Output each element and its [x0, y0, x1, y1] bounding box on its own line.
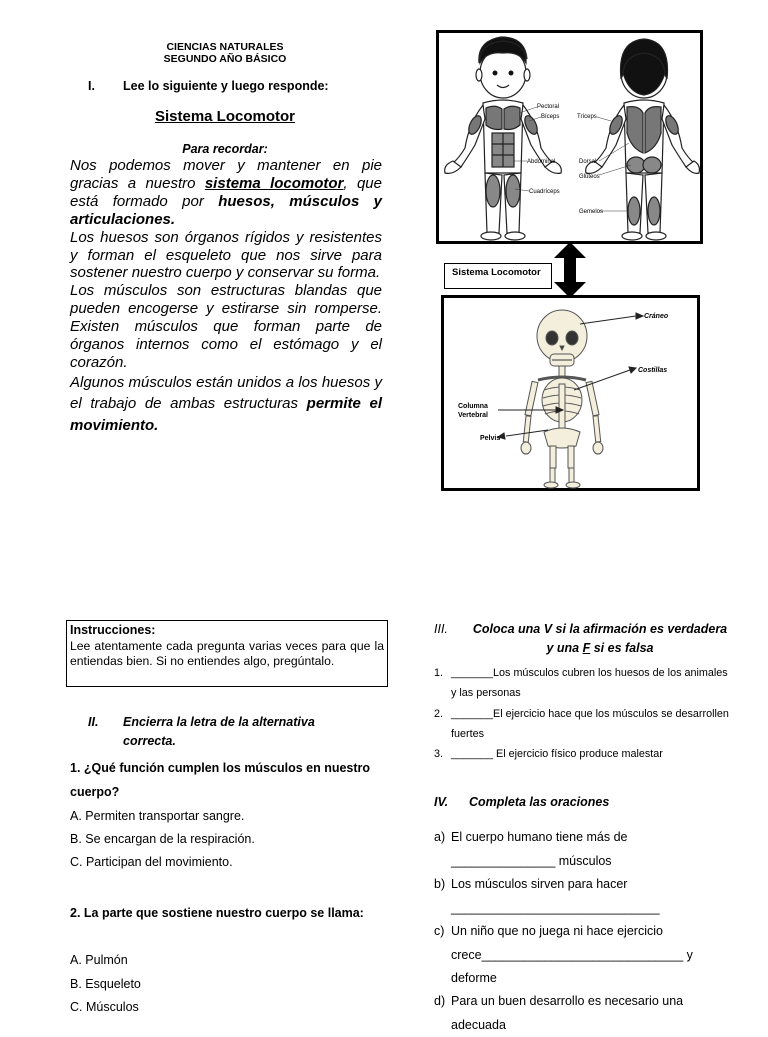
reading-paragraph-2: Los huesos son órganos rígidos y resistentes y forman el esqueleto que nos sirve para sostener nuestro cuerpo y conservar su forma.: [70, 228, 382, 282]
skeleton-body: [521, 310, 603, 488]
section-2-number: II.: [88, 715, 99, 729]
question-2-option-c[interactable]: C. Músculos: [70, 1000, 139, 1014]
label-abdominal: Abdominal: [527, 159, 556, 165]
section-2-heading: [88, 713, 358, 748]
label-columna: Columna: [458, 403, 488, 410]
section-2-instruction: Encierra la letra de la alternativa correcta.: [123, 715, 315, 748]
section-3-instruction: Coloca una V si la afirmación es verdadera y una F si es falsa: [472, 622, 728, 655]
section-1-number: I.: [88, 79, 95, 93]
label-dorsal: Dorsal: [579, 159, 597, 165]
reading-title: Sistema Locomotor: [154, 108, 296, 125]
reading-paragraph-4: Algunos músculos están unidos a los huesos y el trabajo de ambas estructuras permite el movimiento.: [70, 373, 382, 434]
question-2-option-a[interactable]: A. Pulmón: [70, 953, 128, 967]
question-2-option-b[interactable]: B. Esqueleto: [70, 977, 141, 991]
skeleton-figure: [441, 295, 700, 491]
reading-paragraph-3: Los músculos son estructuras blandas que pueden encogerse y estirarse sin romperse. Existen músculos que forman parte de órganos internos como el estómago y el corazón.: [70, 282, 382, 371]
question-1-option-b[interactable]: B. Se encargan de la respiración.: [70, 832, 255, 846]
keyword-movimiento: permite el movimiento.: [70, 395, 382, 434]
label-costillas: Costillas: [638, 367, 668, 374]
section-1-heading: [88, 79, 329, 93]
question-2: 2. La parte que sostiene nuestro cuerpo se llama:: [70, 906, 364, 920]
keyword-components: huesos, músculos y articulaciones.: [70, 192, 383, 228]
label-triceps: Tríceps: [577, 114, 597, 120]
front-boy-figure: [445, 37, 562, 240]
question-1: 1. ¿Qué función cumplen los músculos en nuestro cuerpo?: [70, 761, 371, 799]
double-arrow-icon: [552, 242, 588, 298]
section-4-number: IV.: [434, 795, 449, 809]
question-1-option-a[interactable]: A. Permiten transportar sangre.: [70, 809, 245, 823]
section-3-number: III.: [434, 622, 448, 636]
muscles-illustration: [439, 33, 700, 241]
question-1-option-c[interactable]: C. Participan del movimiento.: [70, 855, 233, 869]
grade-heading: SEGUNDO AÑO BÁSICO: [163, 53, 287, 65]
label-pelvis: Pelvis: [480, 435, 501, 442]
label-biceps: Bíceps: [541, 114, 560, 120]
subject-heading: CIENCIAS NATURALES: [166, 41, 284, 53]
instructions-text: Lee atentamente cada pregunta varias veces para que la entiendas bien. Si no entiendes algo, pregúntalo.: [70, 638, 384, 668]
label-gluteos: Glúteos: [579, 174, 600, 180]
instructions-title: Instrucciones:: [70, 623, 156, 637]
muscles-figure: [436, 30, 703, 244]
section-4-instruction: Completa las oraciones: [469, 795, 610, 809]
keyword-sistema-locomotor: sistema locomotor: [204, 174, 344, 192]
section-1-instruction: Lee lo siguiente y luego responde:: [123, 79, 329, 93]
reading-paragraph-1: Nos podemos mover y mantener en pie gracias a nuestro sistema locomotor, que está formado por huesos, músculos y articulaciones.: [70, 157, 383, 228]
reading-subtitle: Para recordar:: [182, 142, 268, 156]
section-4-heading: [434, 795, 609, 809]
label-cuadriceps: Cuadríceps: [529, 189, 560, 195]
label-vertebral: Vertebral: [458, 412, 488, 419]
figure-label-box: Sistema Locomotor: [444, 263, 552, 289]
reading-text: [70, 157, 382, 436]
label-pectoral: Pectoral: [537, 104, 560, 110]
label-craneo: Cráneo: [644, 313, 669, 320]
skeleton-illustration: [444, 298, 697, 488]
label-gemelos: Gemelos: [579, 209, 604, 215]
instructions-box: [66, 620, 388, 687]
